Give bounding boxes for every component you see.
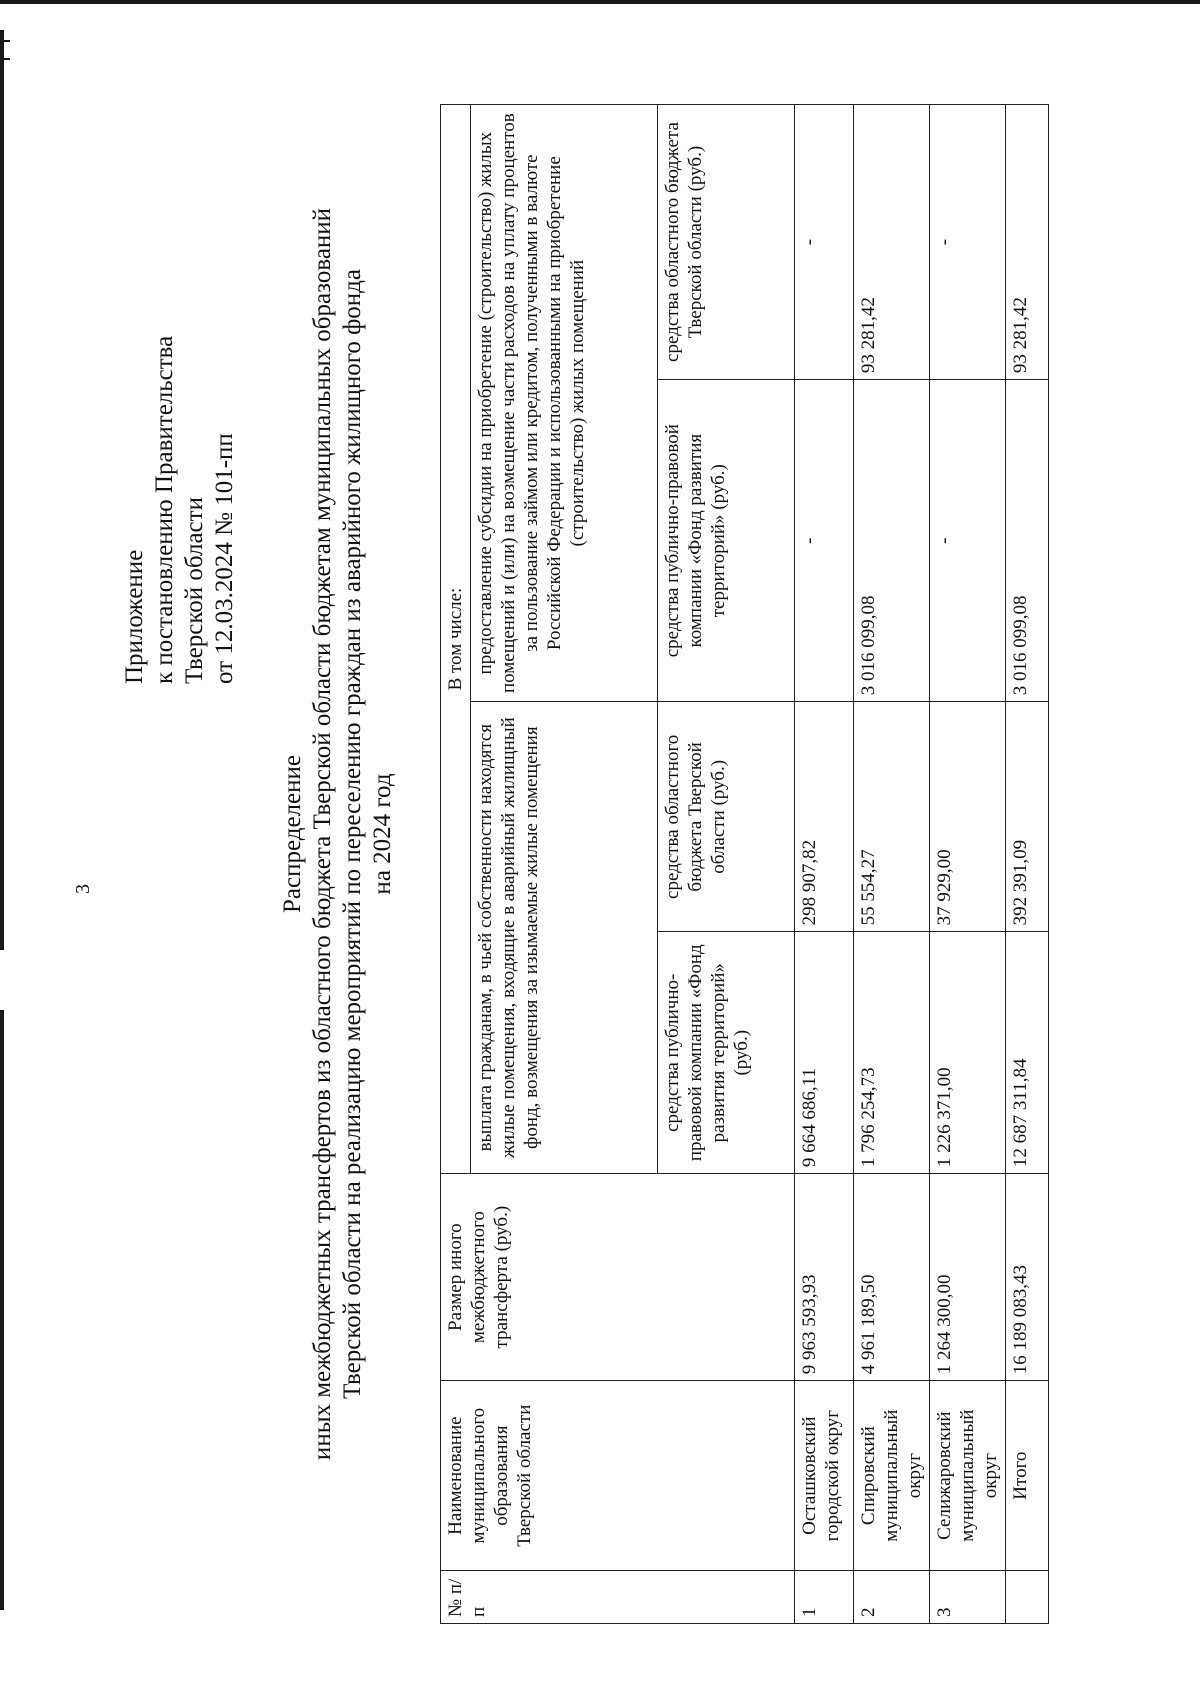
cell-total: 4 961 189,50 — [854, 1174, 930, 1381]
total-row — [1006, 105, 1049, 1624]
header-g1-region: средства областного бюджета Тверской области (руб.) — [658, 702, 795, 932]
cell-g2-fund: 3 016 099,08 — [1006, 380, 1049, 702]
cell-num: 2 — [854, 1571, 930, 1624]
table-row — [854, 105, 930, 1624]
header-name: Наименование муниципального образования Тверской области — [441, 1381, 795, 1571]
title-line: Тверской области на реализацию мероприятий по переселению граждан из аварийного жилищного фонда — [339, 269, 366, 1400]
header-total: Размер иного межбюджетного трансферта (руб.) — [441, 1174, 795, 1381]
title-line: Распределение — [279, 755, 306, 913]
cell-g2-fund: - — [930, 380, 1006, 702]
distribution-table — [440, 104, 1049, 1624]
header-g2-fund: средства публично-правовой компании «Фонд развития территорий» (руб.) — [658, 380, 795, 702]
cell-name: Осташковский городской округ — [795, 1381, 854, 1571]
cell-g2-region: - — [795, 105, 854, 380]
appendix-line: от 12.03.2024 № 101-пп — [211, 433, 238, 684]
table-row — [795, 105, 854, 1624]
cell-total: 1 264 300,00 — [930, 1174, 1006, 1381]
header-num: № п/п — [441, 1571, 795, 1624]
header-group-subsidy: предоставление субсидии на приобретение (строительство) жилых помещений и (или) на возмещение части расходов на уплату процентов за пользование займом или кредитом, полученными в валюте Российской Федерации и использованными на приобретение (строительство) жилых помещений — [471, 105, 658, 702]
header-g2-region: средства областного бюджета Тверской области (руб.) — [658, 105, 795, 380]
page-number: 3 — [72, 884, 94, 894]
cell-num-empty — [1006, 1571, 1049, 1624]
cell-g1-region: 55 554,27 — [854, 702, 930, 932]
cell-num: 3 — [930, 1571, 1006, 1624]
cell-g1-region: 392 391,09 — [1006, 702, 1049, 932]
cell-name: Спировский муниципальный округ — [854, 1381, 930, 1571]
document-title — [278, 24, 398, 1644]
appendix-line: к постановлению Правительства — [151, 335, 178, 684]
cell-g2-fund: 3 016 099,08 — [854, 380, 930, 702]
cell-g2-region: - — [930, 105, 1006, 380]
cell-g1-region: 37 929,00 — [930, 702, 1006, 932]
cell-g2-region: 93 281,42 — [854, 105, 930, 380]
title-line: на 2024 год — [369, 773, 396, 895]
cell-total: 16 189 083,43 — [1006, 1174, 1049, 1381]
cell-g1-fund: 9 664 686,11 — [795, 932, 854, 1174]
appendix-line: Приложение — [121, 549, 148, 684]
header-g1-fund: средства публично-правовой компании «Фонд развития территорий» (руб.) — [658, 932, 795, 1174]
appendix-block — [120, 336, 240, 684]
cell-num: 1 — [795, 1571, 854, 1624]
cell-name: Селижаровский муниципальный округ — [930, 1381, 1006, 1571]
cell-g1-fund: 1 796 254,73 — [854, 932, 930, 1174]
cell-total: 9 963 593,93 — [795, 1174, 854, 1381]
cell-g1-region: 298 907,82 — [795, 702, 854, 932]
cell-g1-fund: 1 226 371,00 — [930, 932, 1006, 1174]
cell-g2-region: 93 281,42 — [1006, 105, 1049, 380]
header-in-that-number: В том числе: — [441, 105, 471, 1174]
cell-total-label: Итого — [1006, 1381, 1049, 1571]
appendix-line: Тверской области — [181, 497, 208, 684]
title-line: иных межбюджетных трансфертов из областного бюджета Тверской области бюджетам муниципальных образований — [309, 207, 336, 1461]
cell-g1-fund: 12 687 311,84 — [1006, 932, 1049, 1174]
table-row — [930, 105, 1006, 1624]
header-group-compensation: выплата гражданам, в чьей собственности находятся жилые помещения, входящие в аварийный жилищный фонд, возмещения за изымаемые жилые помещения — [471, 702, 658, 1174]
cell-g2-fund: - — [795, 380, 854, 702]
